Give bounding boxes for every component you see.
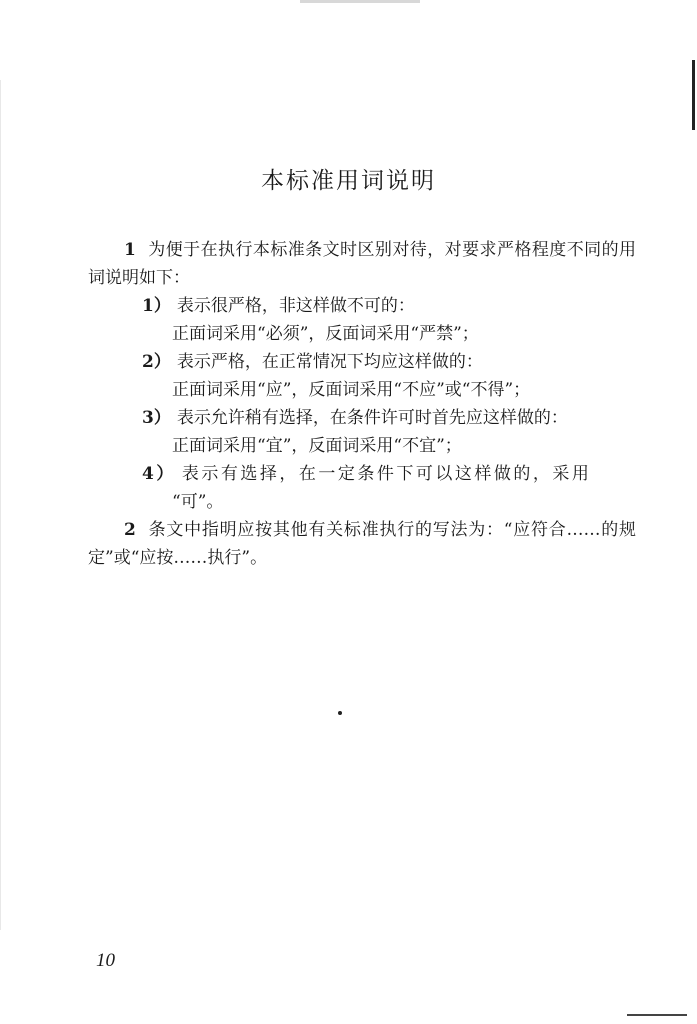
list-item-number: 2） — [142, 352, 171, 372]
list-item-line2: 正面词采用“必须”，反面词采用“严禁”； — [172, 324, 479, 344]
list-item-text: 表示有选择，在一定条件下可以这样做的，采用 — [181, 464, 592, 484]
list-item — [142, 460, 636, 516]
list-item-line1 — [142, 460, 636, 488]
page-title: 本标准用词说明 — [261, 168, 436, 194]
paragraph-2-text: 条文中指明应按其他有关标准执行的写法为：“应符合……的规定”或“应按……执行”。 — [88, 520, 636, 568]
list-item — [142, 292, 636, 348]
list-item-number: 1） — [142, 296, 171, 316]
list-item-line1 — [142, 292, 636, 320]
paragraph-1 — [88, 236, 636, 292]
list-item-line2: 正面词采用“应”，反面词采用“不应”或“不得”； — [172, 380, 531, 400]
list-item — [142, 404, 636, 460]
list-item-line1 — [142, 348, 636, 376]
scan-artifact-top — [300, 0, 420, 3]
scan-artifact-dot — [338, 711, 342, 715]
page-number: 10 — [96, 950, 115, 971]
list-item-text: 表示很严格，非这样做不可的： — [176, 296, 415, 316]
paragraph-2 — [88, 516, 636, 572]
list-item-line1 — [142, 404, 636, 432]
list-item-line2: “可”。 — [172, 492, 224, 512]
list-item-number: 4） — [142, 464, 176, 484]
scan-artifact-right — [692, 60, 695, 130]
list-item-text: 表示允许稍有选择，在条件许可时首先应这样做的： — [176, 408, 568, 428]
scan-artifact-bottom-right — [627, 1014, 687, 1016]
list-item-text: 表示严格，在正常情况下均应这样做的： — [176, 352, 483, 372]
list-item-number: 3） — [142, 408, 171, 428]
paragraph-1-text: 为便于在执行本标准条文时区别对待，对要求严格程度不同的用词说明如下： — [88, 240, 636, 288]
scan-artifact-left — [0, 80, 1, 930]
paragraph-1-number: 1 — [124, 240, 136, 260]
list-item — [142, 348, 636, 404]
paragraph-2-number: 2 — [124, 520, 136, 540]
list-item-line2: 正面词采用“宜”，反面词采用“不宜”； — [172, 436, 462, 456]
